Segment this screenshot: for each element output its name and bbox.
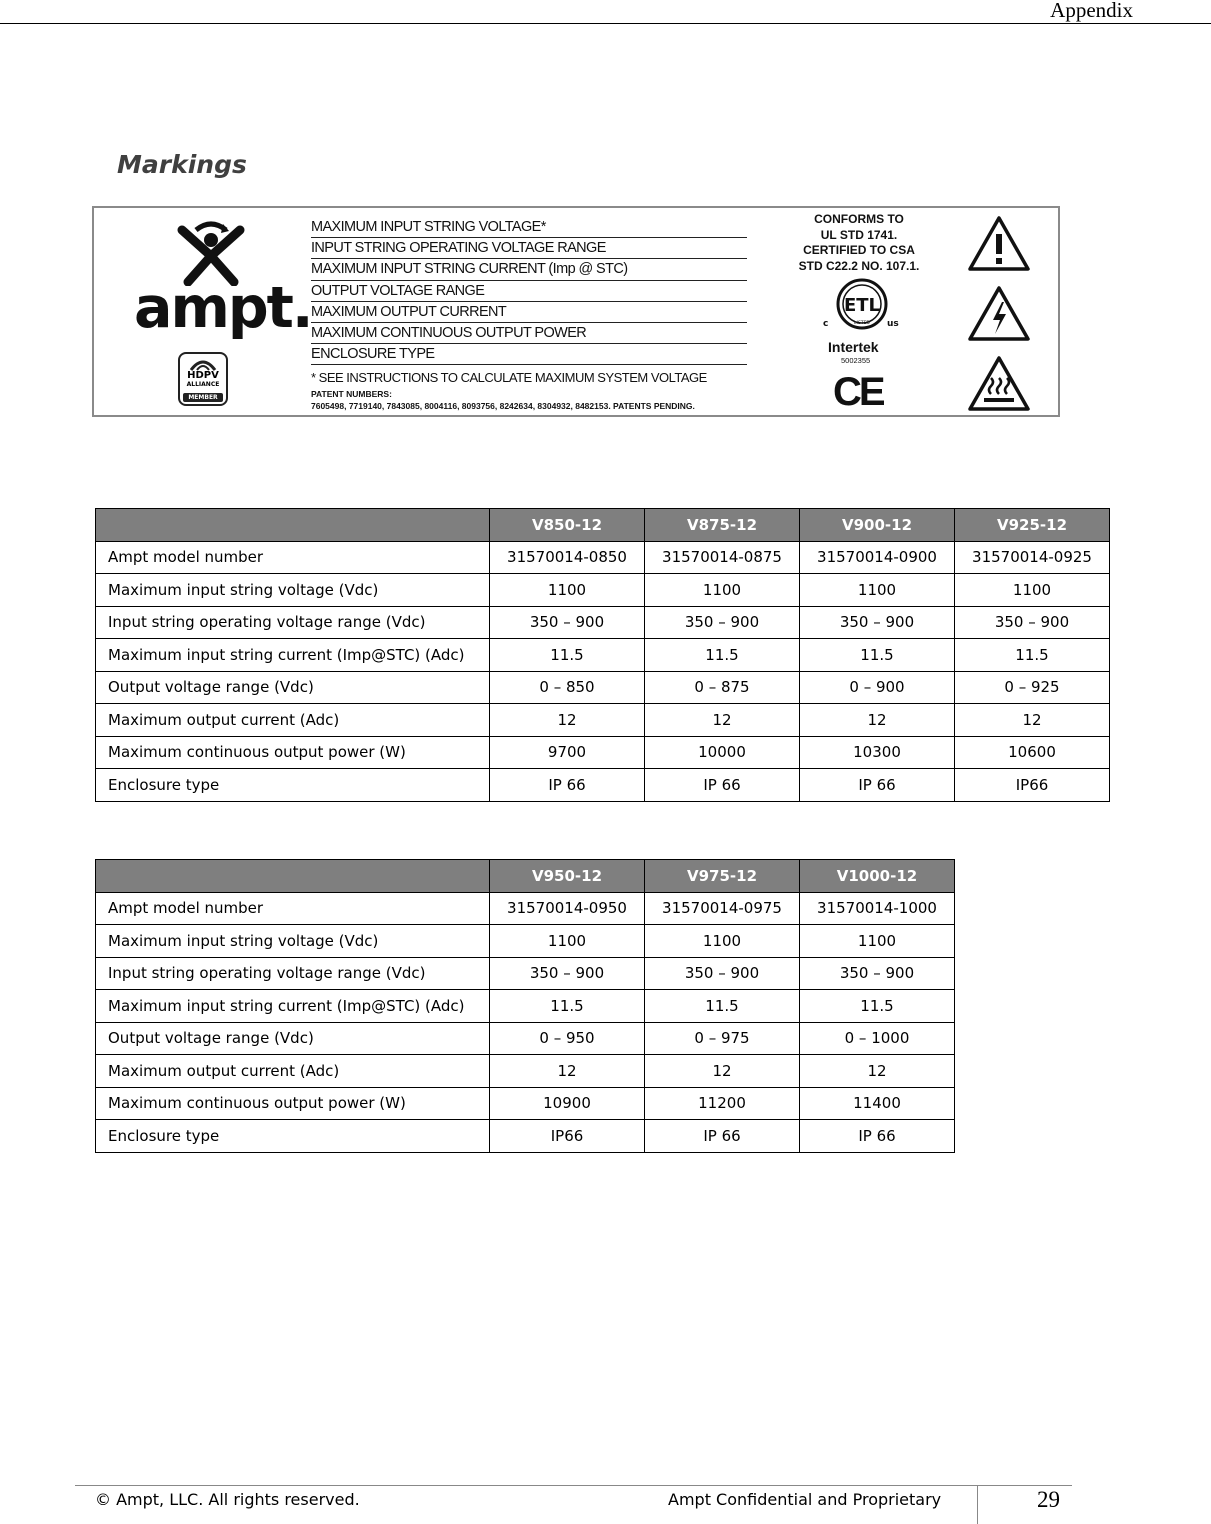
table-cell: 10600	[955, 736, 1110, 769]
table-cell: 9700	[490, 736, 645, 769]
label-note: * SEE INSTRUCTIONS TO CALCULATE MAXIMUM SYSTEM VOLTAGE	[311, 370, 707, 385]
etl-listed-mark-icon	[821, 274, 903, 334]
table-cell: 11.5	[800, 639, 955, 672]
hot-surface-icon	[967, 354, 1031, 412]
table-row	[96, 671, 1110, 704]
row-label: Enclosure type	[96, 769, 490, 802]
footer-confidential: Ampt Confidential and Proprietary	[668, 1490, 942, 1509]
spec-table-1	[95, 508, 1110, 802]
row-label: Maximum input string current (Imp@STC) (Adc)	[96, 639, 490, 672]
label-spec-line: MAXIMUM OUTPUT CURRENT	[311, 302, 747, 323]
table-row	[96, 1087, 955, 1120]
label-spec-line: INPUT STRING OPERATING VOLTAGE RANGE	[311, 238, 747, 259]
table-cell: 31570014-0900	[800, 541, 955, 574]
table-cell: 11.5	[490, 990, 645, 1023]
etl-mark-text: ETL	[843, 295, 881, 316]
column-header: V875-12	[645, 509, 800, 542]
table-row	[96, 892, 955, 925]
row-label: Output voltage range (Vdc)	[96, 671, 490, 704]
table-cell: 12	[645, 704, 800, 737]
table-row	[96, 1120, 955, 1153]
table-row	[96, 704, 1110, 737]
table-cell: 31570014-0875	[645, 541, 800, 574]
table-cell: 12	[490, 704, 645, 737]
table-cell: 11.5	[645, 990, 800, 1023]
label-spec-line: MAXIMUM INPUT STRING CURRENT (Imp @ STC)	[311, 259, 747, 280]
table-cell: 31570014-0925	[955, 541, 1110, 574]
etl-listed-text: LISTED	[854, 321, 870, 326]
table-corner-cell	[96, 860, 490, 893]
label-spec-line: MAXIMUM INPUT STRING VOLTAGE*	[311, 217, 747, 238]
table-cell: IP 66	[645, 1120, 800, 1153]
table-cell: 11.5	[800, 990, 955, 1023]
table-cell: 11.5	[490, 639, 645, 672]
table-cell: 1100	[490, 574, 645, 607]
table-cell: 12	[955, 704, 1110, 737]
ce-mark: CE	[833, 370, 883, 414]
table-cell: 12	[800, 1055, 955, 1088]
header-rule	[0, 23, 1211, 24]
table-cell: 1100	[645, 574, 800, 607]
table-cell: 11.5	[955, 639, 1110, 672]
row-label: Input string operating voltage range (Vdc)	[96, 606, 490, 639]
hdpv-badge-member: MEMBER	[183, 393, 223, 402]
conformity-line: CONFORMS TO	[814, 212, 904, 226]
table-cell: 0 – 850	[490, 671, 645, 704]
table-cell: 12	[490, 1055, 645, 1088]
page-number: 29	[1037, 1487, 1060, 1512]
table-cell: 12	[800, 704, 955, 737]
electrical-hazard-icon	[967, 284, 1031, 342]
row-label: Maximum input string voltage (Vdc)	[96, 925, 490, 958]
table-cell: 10000	[645, 736, 800, 769]
table-cell: 31570014-0950	[490, 892, 645, 925]
table-cell: IP 66	[800, 1120, 955, 1153]
table-cell: 350 – 900	[490, 606, 645, 639]
product-label-image	[92, 206, 1060, 417]
table-cell: 11200	[645, 1087, 800, 1120]
table-cell: 350 – 900	[490, 957, 645, 990]
table-cell: 31570014-1000	[800, 892, 955, 925]
row-label: Enclosure type	[96, 1120, 490, 1153]
row-label: Maximum continuous output power (W)	[96, 736, 490, 769]
row-label: Ampt model number	[96, 541, 490, 574]
conformity-statement	[774, 212, 944, 274]
table-cell: 350 – 900	[800, 957, 955, 990]
conformity-line: STD C22.2 NO. 107.1.	[798, 258, 920, 273]
etl-c-text: c	[823, 319, 829, 329]
table-cell: 1100	[800, 574, 955, 607]
table-cell: 1100	[955, 574, 1110, 607]
table-header-row	[96, 509, 1110, 542]
conformity-line: UL STD 1741.	[820, 227, 898, 242]
row-label: Maximum input string current (Imp@STC) (Adc)	[96, 990, 490, 1023]
table-row	[96, 606, 1110, 639]
column-header: V950-12	[490, 860, 645, 893]
ampt-logo-text: ampt.	[134, 275, 312, 341]
table-row	[96, 1055, 955, 1088]
table-cell: 350 – 900	[645, 957, 800, 990]
table-cell: 1100	[645, 925, 800, 958]
table-row	[96, 639, 1110, 672]
row-label: Output voltage range (Vdc)	[96, 1022, 490, 1055]
hdpv-alliance-badge	[178, 352, 228, 406]
column-header: V975-12	[645, 860, 800, 893]
patent-label: PATENT NUMBERS:	[311, 389, 392, 399]
column-header: V1000-12	[800, 860, 955, 893]
spec-table-2	[95, 859, 955, 1153]
table-cell: IP 66	[800, 769, 955, 802]
hdpv-badge-title: HDPV	[187, 370, 219, 381]
table-cell: IP 66	[490, 769, 645, 802]
table-cell: 0 – 900	[800, 671, 955, 704]
column-header: V900-12	[800, 509, 955, 542]
warning-exclamation-icon	[967, 214, 1031, 272]
row-label: Input string operating voltage range (Vdc)	[96, 957, 490, 990]
column-header: V850-12	[490, 509, 645, 542]
row-label: Maximum continuous output power (W)	[96, 1087, 490, 1120]
table-cell: 31570014-0975	[645, 892, 800, 925]
label-spec-lines	[311, 217, 747, 365]
hdpv-arc-icon	[188, 357, 218, 371]
section-title: Markings	[117, 150, 247, 179]
table-row	[96, 990, 955, 1023]
table-cell: IP66	[955, 769, 1110, 802]
table-cell: IP 66	[645, 769, 800, 802]
table-cell: 11400	[800, 1087, 955, 1120]
label-spec-line: ENCLOSURE TYPE	[311, 344, 747, 365]
table-cell: 12	[645, 1055, 800, 1088]
patent-numbers: 7605498, 7719140, 7843085, 8004116, 8093756, 8242634, 8304932, 8482153. PATENTS PENDING.	[311, 401, 695, 411]
table-cell: 350 – 900	[800, 606, 955, 639]
table-cell: 350 – 900	[645, 606, 800, 639]
label-spec-line: OUTPUT VOLTAGE RANGE	[311, 281, 747, 302]
table-cell: 1100	[800, 925, 955, 958]
table-row	[96, 957, 955, 990]
hdpv-badge-subtitle: ALLIANCE	[186, 381, 220, 388]
footer-rule	[75, 1485, 1072, 1486]
row-label: Maximum output current (Adc)	[96, 1055, 490, 1088]
table-cell: 10900	[490, 1087, 645, 1120]
row-label: Maximum output current (Adc)	[96, 704, 490, 737]
footer-copyright: © Ampt, LLC. All rights reserved.	[95, 1490, 360, 1509]
table-corner-cell	[96, 509, 490, 542]
column-header: V925-12	[955, 509, 1110, 542]
table-cell: 0 – 875	[645, 671, 800, 704]
table-cell: 0 – 1000	[800, 1022, 955, 1055]
table-row	[96, 769, 1110, 802]
intertek-number: 5002355	[841, 356, 871, 365]
table-cell: 0 – 950	[490, 1022, 645, 1055]
table-header-row	[96, 860, 955, 893]
table-cell: 0 – 975	[645, 1022, 800, 1055]
intertek-label: Intertek	[828, 339, 879, 355]
table-cell: 31570014-0850	[490, 541, 645, 574]
label-spec-line: MAXIMUM CONTINUOUS OUTPUT POWER	[311, 323, 747, 344]
table-cell: 0 – 925	[955, 671, 1110, 704]
table-row	[96, 1022, 955, 1055]
etl-us-text: us	[887, 319, 899, 329]
row-label: Maximum input string voltage (Vdc)	[96, 574, 490, 607]
table-row	[96, 925, 955, 958]
table-cell: 11.5	[645, 639, 800, 672]
conformity-line: CERTIFIED TO CSA	[803, 243, 915, 257]
table-cell: 350 – 900	[955, 606, 1110, 639]
table-cell: 1100	[490, 925, 645, 958]
page-header-title: Appendix	[1050, 0, 1133, 22]
table-row	[96, 574, 1110, 607]
row-label: Ampt model number	[96, 892, 490, 925]
footer-divider	[977, 1485, 978, 1524]
table-row	[96, 736, 1110, 769]
table-cell: IP66	[490, 1120, 645, 1153]
table-row	[96, 541, 1110, 574]
table-cell: 10300	[800, 736, 955, 769]
